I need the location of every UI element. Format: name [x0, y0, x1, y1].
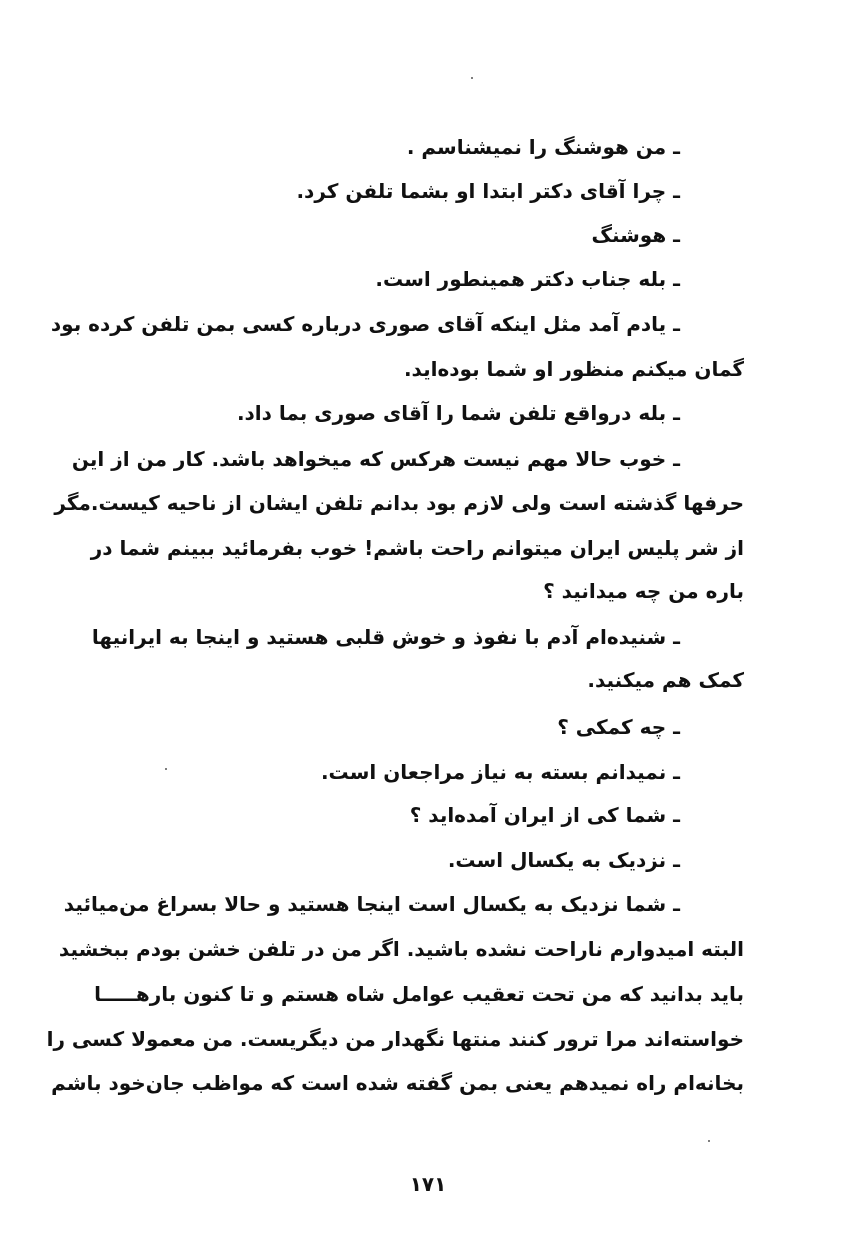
text-line: ـ نزدیک به یکسال است.	[447, 848, 680, 872]
text-line: ـ شما نزدیک به یکسال است اینجا هستید و حالا بسراغ من‌میائید	[63, 892, 680, 916]
text-line: کمک هم میکنید.	[587, 668, 744, 692]
text-line: باره من چه میدانید ؟	[543, 579, 744, 603]
text-line: ـ چرا آقای دکتر ابتدا او بشما تلفن کرد.	[296, 179, 680, 203]
text-line: ـ هوشنگ	[591, 223, 680, 247]
text-line: بخانه‌ام راه نمیدهم یعنی بمن گفته شده است که مواظب جان‌خود باشم	[51, 1071, 744, 1095]
text-line: ـ خوب حالا مهم نیست هرکس که میخواهد باشد. کار من از این	[71, 447, 680, 471]
text-line: ـ یادم آمد مثل اینکه آقای صوری درباره کسی بمن تلفن کرده بود	[50, 312, 680, 336]
text-line: ـ شنیده‌ام آدم با نفوذ و خوش قلبی هستید و اینجا به ایرانیها	[91, 625, 680, 649]
text-line: خواسته‌اند مرا ترور کنند منتها نگهدار من دیگریست. من معمولا کسی را	[46, 1027, 744, 1051]
text-line: گمان میکنم منظور او شما بوده‌اید.	[403, 357, 744, 381]
text-line: ـ من هوشنگ را نمیشناسم .	[406, 135, 680, 159]
text-line: ـ شما کی از ایران آمده‌اید ؟	[409, 803, 680, 827]
text-line: از شر پلیس ایران میتوانم راحت باشم! خوب بفرمائید ببینم شما در	[90, 536, 744, 560]
scan-speck	[471, 77, 473, 79]
text-line: ـ بله جناب دکتر همینطور است.	[375, 267, 680, 291]
text-line: البته امیدوارم ناراحت نشده باشید. اگر من در تلفن خشن بودم ببخشید	[58, 937, 744, 961]
text-line: حرفها گذشته است ولی لازم بود بدانم تلفن ایشان از ناحیه کیست.مگر	[54, 491, 744, 515]
scan-speck	[165, 768, 167, 770]
text-line: ـ بله درواقع تلفن شما را آقای صوری بما داد.	[236, 401, 680, 425]
scan-speck	[708, 1140, 710, 1142]
page-number: ۱۷۱	[409, 1172, 447, 1196]
text-line: ـ چه کمکی ؟	[557, 715, 680, 739]
text-line: باید بدانید که من تحت تعقیب عوامل شاه هستم و تا کنون بارهـــــا	[94, 982, 744, 1006]
text-line: ـ نمیدانم بسته به نیاز مراجعان است.	[320, 760, 680, 784]
